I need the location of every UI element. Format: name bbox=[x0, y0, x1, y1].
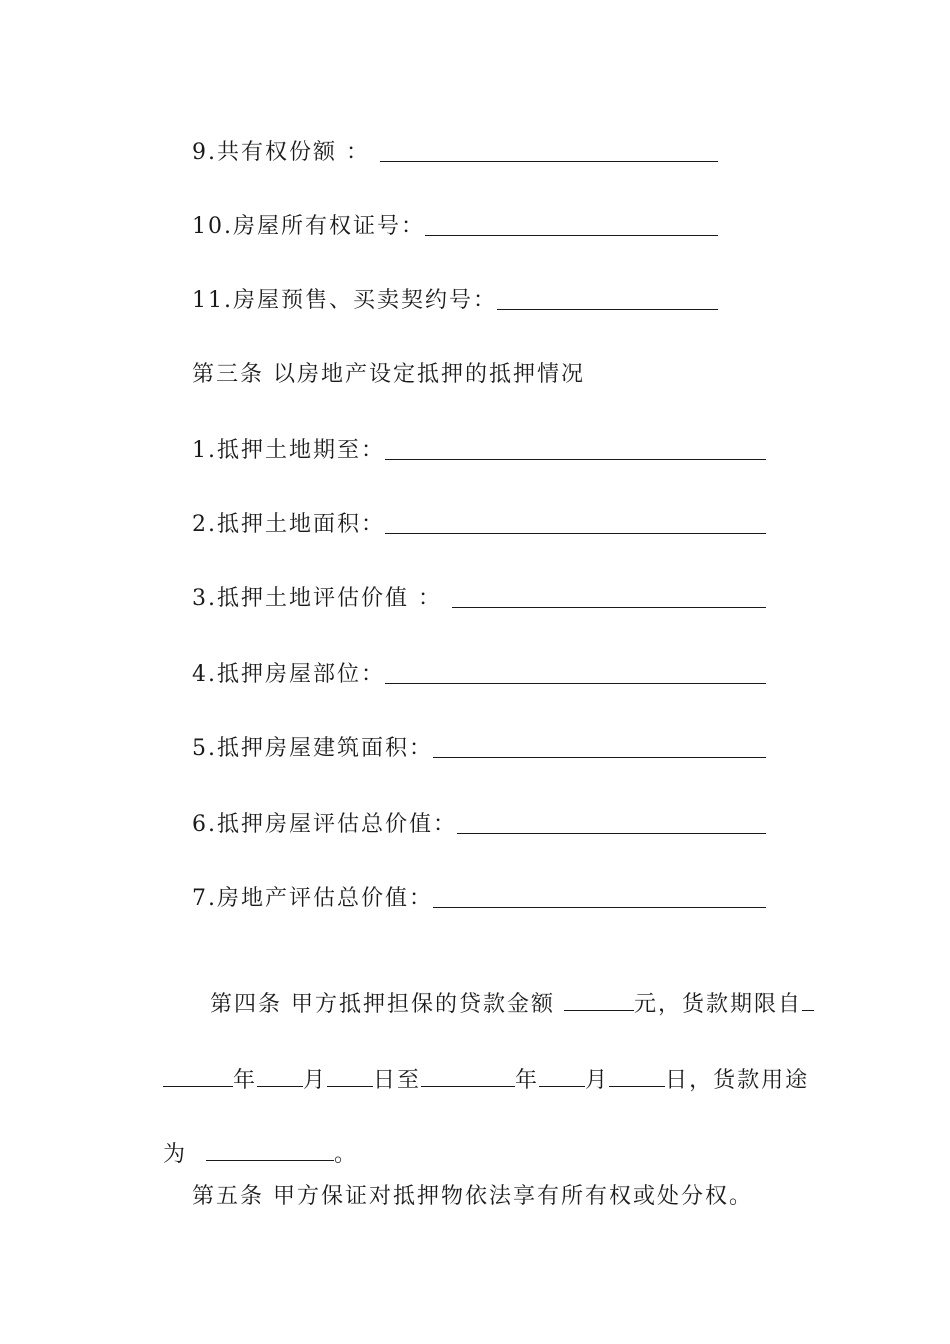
blank-line bbox=[433, 907, 766, 908]
section-4-line-1 bbox=[192, 958, 814, 1020]
field-label: 6.抵押房屋评估总价值： bbox=[192, 812, 457, 837]
section-4-text: 。 bbox=[334, 1142, 359, 1167]
blank-year bbox=[163, 1064, 233, 1087]
field-building-area bbox=[192, 734, 766, 764]
blank-line bbox=[457, 833, 766, 834]
field-label: 7.房地产评估总价值： bbox=[192, 886, 433, 911]
blank-line bbox=[497, 309, 718, 310]
field-label: 5.抵押房屋建筑面积： bbox=[192, 736, 433, 761]
blank-line bbox=[425, 235, 718, 236]
blank-line bbox=[380, 161, 718, 162]
blank-day bbox=[609, 1064, 665, 1087]
blank-amount bbox=[564, 988, 634, 1011]
section-4-text: 日至 bbox=[373, 1068, 422, 1093]
blank-line bbox=[385, 683, 766, 684]
section-4-text: 元，货款期限自 bbox=[634, 992, 803, 1017]
section-4-text: 日，货款用途 bbox=[665, 1068, 810, 1093]
section-4-line-2 bbox=[145, 1034, 809, 1096]
field-label: 4.抵押房屋部位： bbox=[192, 662, 385, 687]
section-4-line-3 bbox=[145, 1108, 358, 1170]
field-house-location bbox=[192, 660, 766, 690]
blank-month bbox=[257, 1064, 303, 1087]
blank-line bbox=[385, 533, 766, 534]
blank-purpose bbox=[206, 1138, 334, 1161]
field-land-value bbox=[192, 584, 766, 614]
section-4-text: 月 bbox=[585, 1068, 610, 1093]
field-shared-ownership bbox=[192, 138, 718, 168]
field-ownership-certificate bbox=[192, 212, 718, 242]
field-label: 3.抵押土地评估价值 ： bbox=[192, 586, 442, 611]
blank-line bbox=[385, 459, 766, 460]
field-presale-contract bbox=[192, 286, 718, 316]
field-label: 2.抵押土地面积： bbox=[192, 512, 385, 537]
field-land-term bbox=[192, 436, 766, 466]
section-4-text: 月 bbox=[303, 1068, 328, 1093]
blank-line bbox=[452, 607, 766, 608]
section-4-text: 为 bbox=[163, 1142, 196, 1167]
section-4-text: 年 bbox=[515, 1068, 540, 1093]
blank-line bbox=[802, 988, 814, 1011]
field-label: 10.房屋所有权证号： bbox=[192, 214, 425, 239]
blank-line bbox=[433, 757, 766, 758]
field-land-area bbox=[192, 510, 766, 540]
section-4-text: 年 bbox=[233, 1068, 258, 1093]
section-heading-3: 第三条 以房地产设定抵押的抵押情况 bbox=[192, 362, 585, 387]
field-label: 11.房屋预售、买卖契约号： bbox=[192, 288, 497, 313]
section-4-text: 第四条 甲方抵押担保的贷款金额 bbox=[210, 992, 564, 1017]
field-label: 9.共有权份额 ： bbox=[192, 140, 370, 165]
field-house-value bbox=[192, 810, 766, 840]
blank-day bbox=[327, 1064, 373, 1087]
field-label: 1.抵押土地期至： bbox=[192, 438, 385, 463]
blank-month bbox=[539, 1064, 585, 1087]
field-property-value bbox=[192, 884, 766, 914]
section-5: 第五条 甲方保证对抵押物依法享有所有权或处分权。 bbox=[192, 1184, 753, 1209]
blank-year bbox=[421, 1064, 515, 1087]
